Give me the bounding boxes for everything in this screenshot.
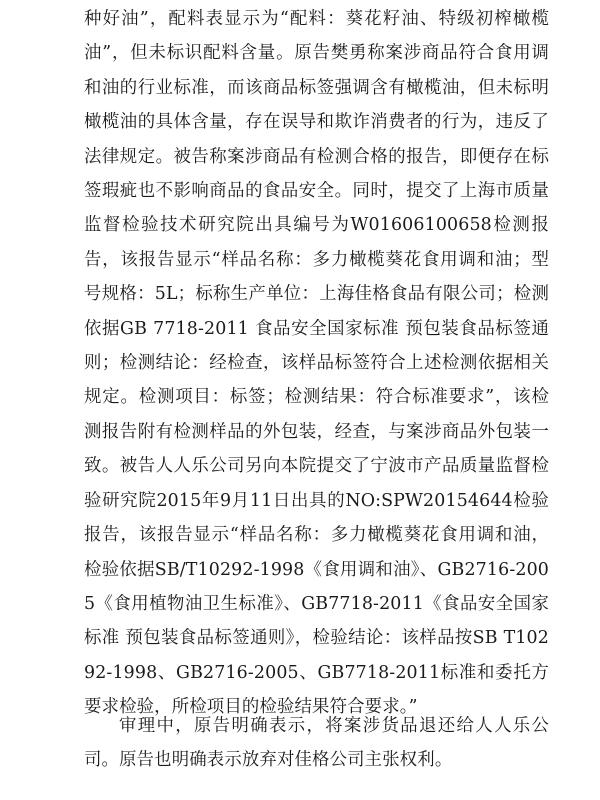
body-paragraph-1: 种好油”，配料表显示为“配料：葵花籽油、特级初榨橄榄油”，但未标识配料含量。原告樊勇称案涉商品符合食用调和油的行业标准，而该商品标签强调含有橄榄油，但未标明橄榄油的具体含量，存在误导和欺诈消费者的行为，违反了法律规定。被告称案涉商品有检测合格的报告，即便存在标签瑕疵也不影响商品的食品安全。同时，提交了上海市质量监督检验技术研究院出具编号为W01606100658检测报告，该报告显示“样品名称：多力橄榄葵花食用调和油；型号规格：5L；标称生产单位：上海佳格食品有限公司；检测依据GB 7718-2011 食品安全国家标准 预包装食品标签通则；检测结论：经检查，该样品标签符合上述检测依据相关规定。检测项目：标签；检测结果：符合标准要求”，该检测报告附有检测样品的外包装，经查，与案涉商品外包装一致。被告人人乐公司另向本院提交了宁波市产品质量监督检验研究院2015年9月11日出具的NO:SPW20154644检验报告，该报告显示“样品名称：多力橄榄葵花食用调和油，检验依据SB/T10292-1998《食用调和油》、GB2716-2005《食用植物油卫生标准》、GB7718-2011《食品安全国家标准 预包装食品标签通则》，检验结论：该样品按SB T10292-1998、GB2716-2005、GB7718-2011标准和委托方要求检验，所检项目的检验结果符合要求。” — [84, 9, 549, 718]
body-paragraph-2: 审理中，原告明确表示，将案涉货品退还给人人乐公司。原告也明确表示放弃对佳格公司主张权利。 — [84, 716, 549, 771]
